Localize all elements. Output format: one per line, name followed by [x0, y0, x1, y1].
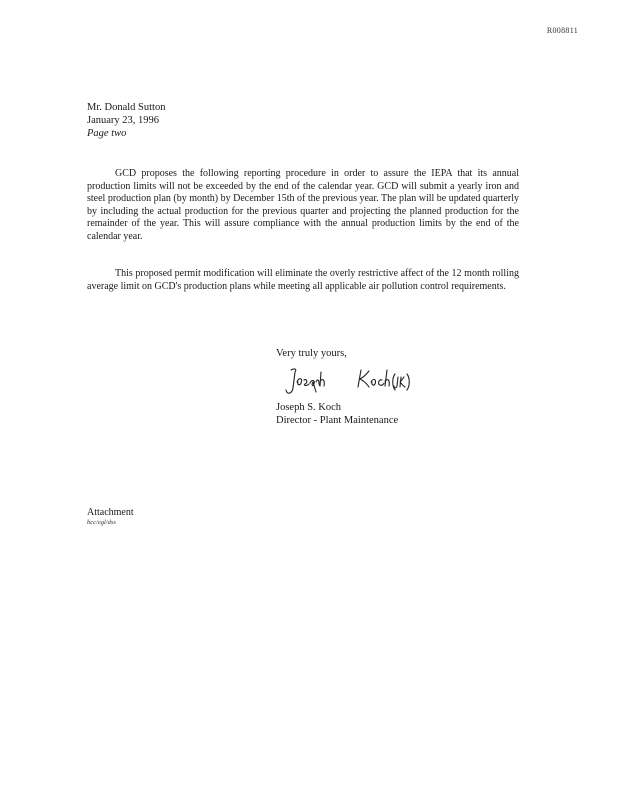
- page-label: Page two: [87, 128, 127, 139]
- letter-date: January 23, 1996: [87, 115, 160, 126]
- closing-salutation: Very truly yours,: [276, 348, 347, 359]
- signer-block: [276, 401, 398, 427]
- body-paragraph-2: This proposed permit modification will eliminate the overly restrictive affect of the 12 month rolling average limit on GCD's production plans while meeting all applicable air pollution control requirements.: [87, 268, 519, 292]
- letter-header: [87, 101, 165, 140]
- signer-name: Joseph S. Koch: [276, 402, 342, 413]
- attachment-block: [87, 507, 134, 527]
- signer-title: Director - Plant Maintenance: [276, 415, 399, 426]
- handwritten-signature: [283, 362, 413, 400]
- body-paragraph-1: GCD proposes the following reporting procedure in order to assure the IEPA that its annual production limits will not be exceeded by the end of the calendar year. GCD will submit a yearly iron and steel production plan (by month) by December 15th of the previous year. The plan will be updated quarterly by including the actual production for the previous quarter and projecting the planned production for the remainder of the year. This will assure compliance with the annual production limits by the end of the calendar year.: [87, 168, 519, 242]
- attachment-label: Attachment: [87, 507, 134, 518]
- recipient-name: Mr. Donald Sutton: [87, 102, 166, 113]
- document-id: R008811: [546, 26, 578, 35]
- distribution-note: bcc/egl/dss: [87, 519, 116, 526]
